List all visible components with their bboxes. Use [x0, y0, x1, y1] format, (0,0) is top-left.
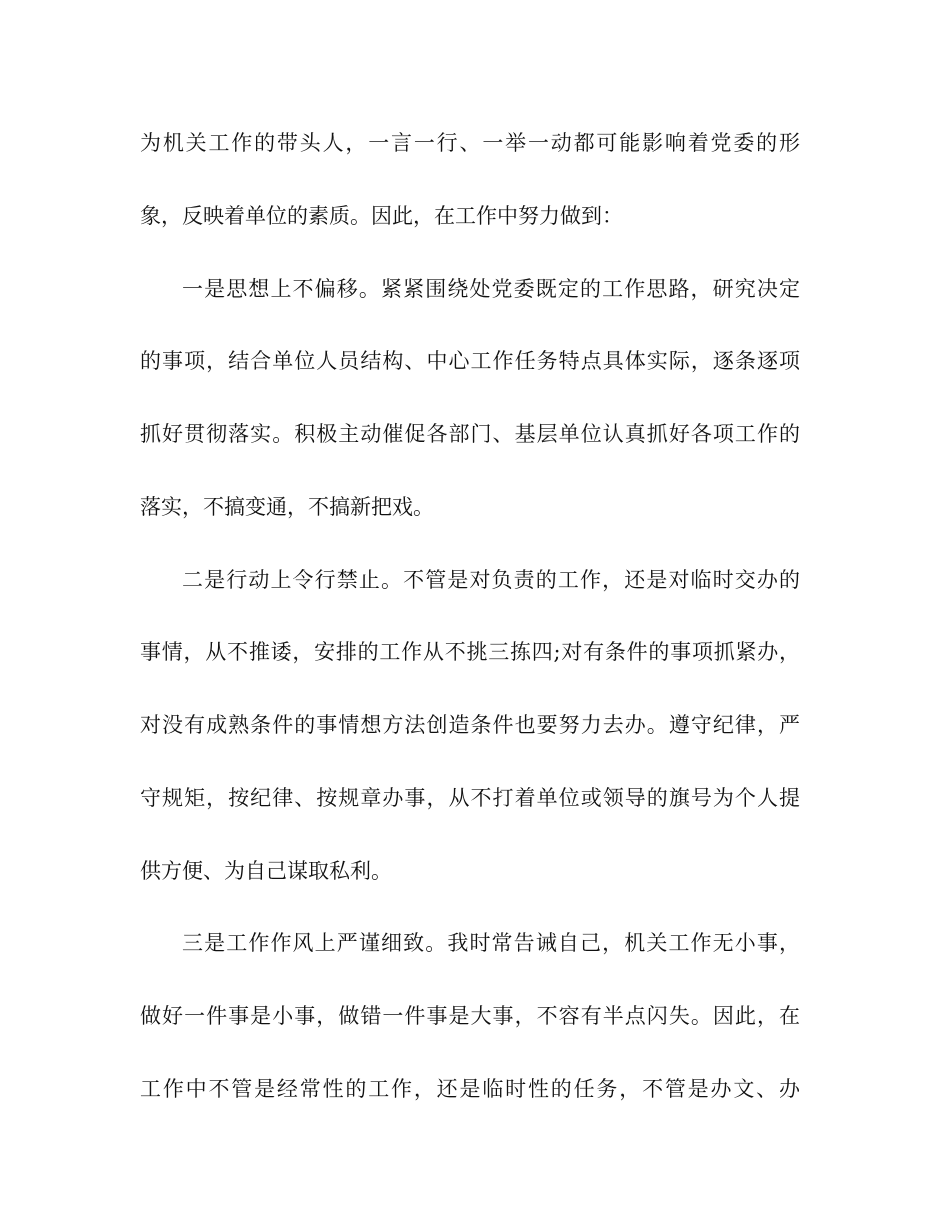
paragraph-line: 对没有成熟条件的事情想方法创造条件也要努力去办。遵守纪律，严	[140, 713, 800, 737]
paragraph-line: 二是行动上令行禁止。不管是对负责的工作，还是对临时交办的	[182, 568, 800, 592]
paragraph-line: 一是思想上不偏移。紧紧围绕处党委既定的工作思路，研究决定	[182, 277, 800, 301]
paragraph-line: 供方便、为自己谋取私利。	[140, 859, 392, 883]
paragraph-line: 做好一件事是小事，做错一件事是大事，不容有半点闪失。因此，在	[140, 1004, 800, 1028]
paragraph-line: 三是工作作风上严谨细致。我时常告诫自己，机关工作无小事，	[182, 931, 800, 955]
paragraph-line: 事情，从不推诿，安排的工作从不挑三拣四;对有条件的事项抓紧办，	[140, 640, 800, 664]
paragraph-line: 落实，不搞变通，不搞新把戏。	[140, 495, 434, 519]
paragraph-line: 守规矩，按纪律、按规章办事，从不打着单位或领导的旗号为个人提	[140, 786, 800, 810]
paragraph-line: 抓好贯彻落实。积极主动催促各部门、基层单位认真抓好各项工作的	[140, 422, 800, 446]
paragraph-line: 为机关工作的带头人，一言一行、一举一动都可能影响着党委的形	[140, 131, 800, 155]
paragraph-line: 的事项，结合单位人员结构、中心工作任务特点具体实际，逐条逐项	[140, 349, 800, 373]
paragraph-line: 象，反映着单位的素质。因此，在工作中努力做到：	[140, 204, 623, 228]
paragraph-line: 工作中不管是经常性的工作，还是临时性的任务，不管是办文、办	[140, 1077, 800, 1101]
